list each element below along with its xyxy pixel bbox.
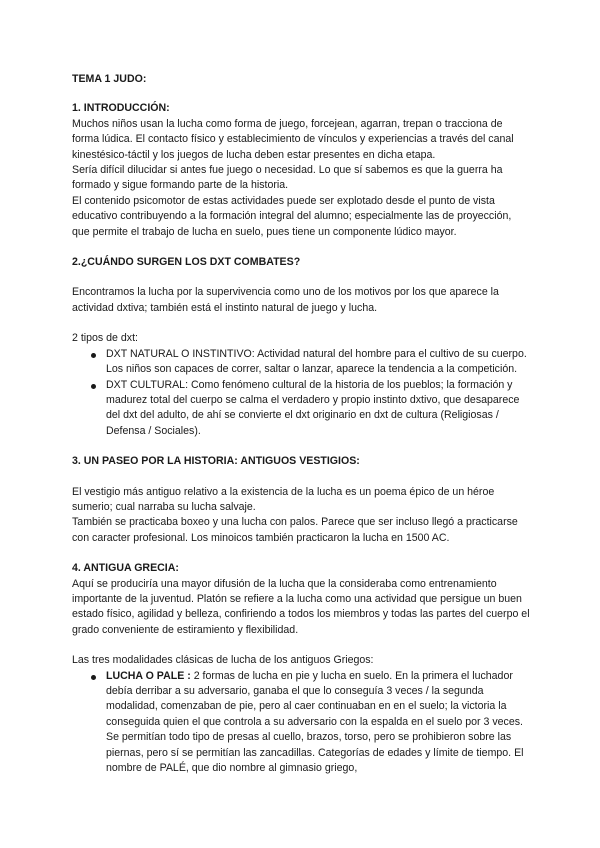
list-item: DXT NATURAL O INSTINTIVO: Actividad natural del hombre para el cultivo de su cuerpo. Los niños son capaces de correr, saltar o lanzar, aparece la tendencia a la competición.	[72, 347, 530, 378]
section-1-heading: 1. INTRODUCCIÓN:	[72, 102, 170, 115]
section-1-paragraph-2: Sería difícil dilucidar si antes fue juego o necesidad. Lo que sí sabemos es que la guerra ha formado y sigue formando parte de la historia.	[72, 164, 503, 192]
document-title: TEMA 1 JUDO:	[72, 73, 147, 85]
section-2-paragraph-1: Encontramos la lucha por la supervivencia como uno de los motivos por los que aparece la actividad dxtiva; también está el instinto natural de juego y lucha.	[72, 286, 499, 314]
section-2-heading: 2.¿CUÁNDO SURGEN LOS DXT COMBATES?	[72, 256, 301, 269]
section-1-paragraph-3: El contenido psicomotor de estas actividades puede ser explotado desde el punto de vista educativo contribuyendo a la formación integral del alumno; especialmente las de proyección, que permite el trabajo de lucha en suelo, pues tiene un componente lúdico mayor.	[72, 194, 512, 238]
section-4-list	[72, 669, 530, 777]
section-2-list	[72, 347, 530, 439]
section-4-heading: 4. ANTIGUA GRECIA:	[72, 562, 179, 575]
section-4-paragraph-1: Aquí se produciría una mayor difusión de la lucha que la consideraba como entrenamiento importante de la juventud. Platón se refiere a la lucha como una actividad que persigue un buen estado físico, agilidad y belleza, confiriendo a todos los miembros y todas las partes del cuerpo el grado conveniente de estiramiento y flexibilidad.	[72, 577, 530, 636]
list-item	[72, 669, 530, 777]
section-1-paragraph-1: Muchos niños usan la lucha como forma de juego, forcejean, agarran, trepan o tracciona de forma lúdica. El contacto físico y establecimiento de vínculos y experiencias a través del canal kinestésico-táctil y los juegos de lucha deben estar presentes en dicha etapa.	[72, 117, 514, 161]
list-item-text: 2 formas de lucha en pie y lucha en suelo. En la primera el luchador debía derribar a su adversario, ganaba el que lo conseguía 3 veces / la segunda modalidad, comenzaban de pie, pero al caer continuaban en en el suelo; la victoria la conseguida quien el que controla a su adversario con la espalda en el suelo por 3 veces. Se permitían todo tipo de presas al cuello, brazos, torso, pero se prohibieron sobre las piernas, pero sí se permitían las zancadillas. Categorías de edades y límite de tiempo. El nombre de PALÉ, que dio nombre al gimnasio griego,	[106, 669, 524, 775]
list-item-bold-label: LUCHA O PALE :	[106, 669, 191, 682]
section-2-list-intro: 2 tipos de dxt:	[72, 332, 138, 345]
section-4-list-intro: Las tres modalidades clásicas de lucha de los antiguos Griegos:	[72, 654, 374, 667]
section-3-paragraph-2: También se practicaba boxeo y una lucha con palos. Parece que ser incluso llegó a practicarse con caracter profesional. Los minoicos también practicaron la lucha en 1500 AC.	[72, 516, 518, 544]
section-3-paragraph-1: El vestigio más antiguo relativo a la existencia de la lucha es un poema épico de un héroe sumerio; cual narraba su lucha salvaje.	[72, 485, 495, 513]
section-3-heading: 3. UN PASEO POR LA HISTORIA: ANTIGUOS VESTIGIOS:	[72, 455, 360, 468]
list-item: DXT CULTURAL: Como fenómeno cultural de la historia de los pueblos; la formación y madurez total del cuerpo se calma el verdadero y propio instinto dxtivo, que desaparece del dxt del adulto, de ahí se convierte el dxt originario en dxt de cultura (Religiosas / Defensa / Sociales).	[72, 378, 530, 440]
